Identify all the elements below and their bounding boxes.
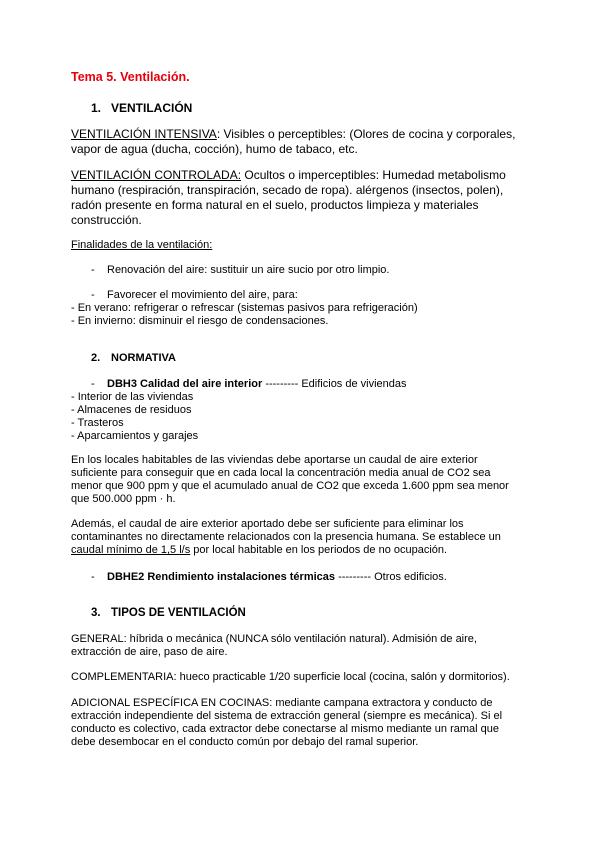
dbh3-line: - DBH3 Calidad del aire interior --------- Edificios de viviendas [91,378,407,390]
ventilacion-intensiva-paragraph: VENTILACIÓN INTENSIVA: Visibles o perceptibles: (Olores de cocina y corporales, vapor de agua (ducha, cocción), humo de tabaco, etc. [71,127,516,156]
bullet-renovacion: - Renovación del aire: sustituir un aire sucio por otro limpio. [91,264,390,276]
caudal-minimo: caudal mínimo de 1,5 l/s [71,544,191,556]
list-item: - Almacenes de residuos [71,404,192,416]
section-3-number: 3. [91,607,101,619]
list-item: - Trasteros [71,417,124,429]
adicional-paragraph: ADICIONAL ESPECÍFICA EN COCINAS: mediante campana extractora y conducto de extracción independiente del sistema de extracción general (siempre es mecánica). Si el conducto es colectivo, cada extractor debe conectarse al mismo mediante un ramal que debe desembocar en el conducto común por debajo del ramal superior. [71,697,503,748]
document-title: Tema 5. Ventilación. [71,70,190,84]
section-2-heading [91,352,176,364]
section-3-heading [91,607,246,619]
sub-verano: - En verano: refrigerar o refrescar (sistemas pasivos para refrigeración) [71,302,418,314]
caudal-paragraph: Además, el caudal de aire exterior aportado debe ser suficiente para eliminar los contaminantes no directamente relacionados con la presencia humana. Se establece un caudal mínimo de 1,5 l/s por local habitable en los periodos de no ocupación. [71,518,501,556]
controlada-label: VENTILACIÓN CONTROLADA: [71,168,242,182]
finalidades-heading: Finalidades de la ventilación: [71,239,213,251]
complementaria-paragraph: COMPLEMENTARIA: hueco practicable 1/20 superficie local (cocina, salón y dormitorios). [71,671,510,683]
section-1-title: VENTILACIÓN [111,101,193,115]
section-1-heading [91,101,192,115]
sub-invierno: - En invierno: disminuir el riesgo de condensaciones. [71,315,329,327]
list-item: - Aparcamientos y garajes [71,430,199,442]
section-2-number: 2. [91,352,101,364]
list-item: - Interior de las viviendas [71,391,194,403]
intensiva-label: VENTILACIÓN INTENSIVA [71,127,217,141]
dbh3-list [71,391,198,443]
section-2-title: NORMATIVA [111,352,176,364]
section-3-title: TIPOS DE VENTILACIÓN [111,607,246,619]
bullet-movimiento: - Favorecer el movimiento del aire, para: [91,289,298,301]
general-paragraph: GENERAL: híbrida o mecánica (NUNCA sólo ventilación natural). Admisión de aire, extracción de aire, paso de aire. [71,633,477,658]
section-1-number: 1. [91,101,102,115]
dbh3-title: DBH3 Calidad del aire interior [107,378,263,390]
dbhe2-title: DBHE2 Rendimiento instalaciones térmicas [107,571,336,583]
co2-paragraph: En los locales habitables de las viviendas debe aportarse un caudal de aire exterior suficiente para conseguir que en cada local la concentración media anual de CO2 sea menor que 900 ppm y que el acumulado anual de CO2 que exceda 1.600 ppm sea menor que 500.000 ppm · h. [71,454,509,505]
dbhe2-line: - DBHE2 Rendimiento instalaciones térmicas --------- Otros edificios. [91,571,447,583]
ventilacion-controlada-paragraph: VENTILACIÓN CONTROLADA: Ocultos o imperceptibles: Humedad metabolismo humano (respiración, transpiración, secado de ropa). alérgenos (insectos, polen), radón presente en forma natural en el suelo, productos limpieza y materiales construcción. [71,168,506,227]
